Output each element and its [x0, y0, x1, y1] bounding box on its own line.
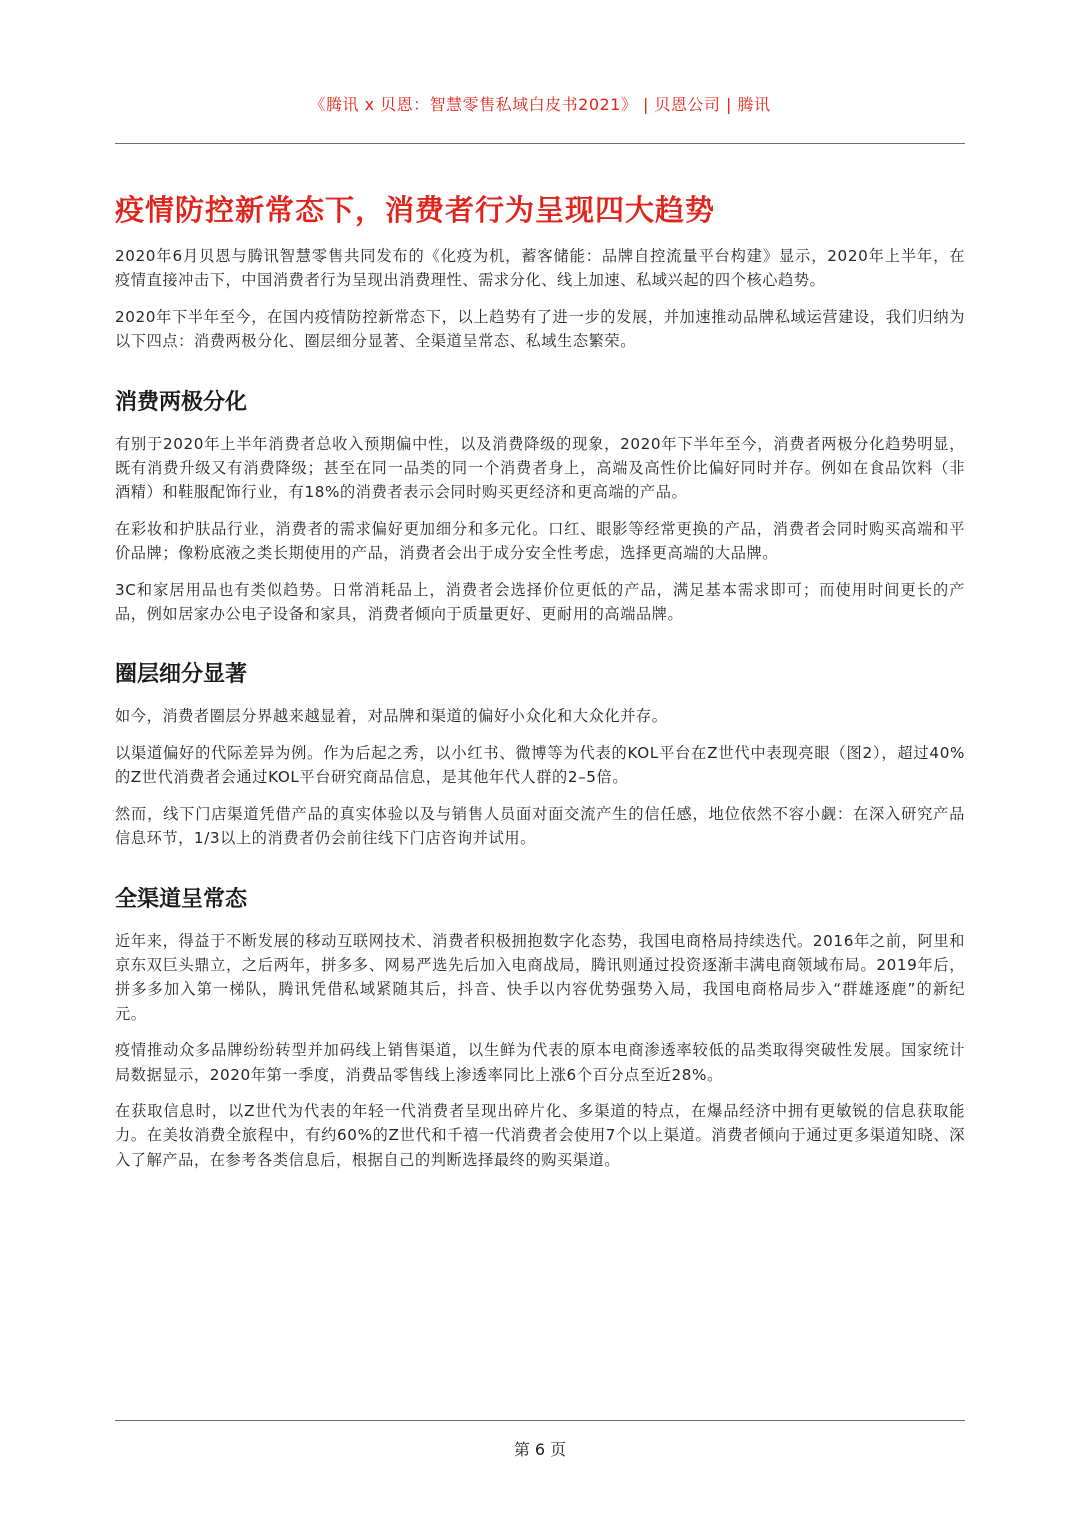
section-paragraph: 疫情推动众多品牌纷纷转型并加码线上销售渠道，以生鲜为代表的原本电商渗透率较低的品类取得突破性发展。国家统计局数据显示，2020年第一季度，消费品零售线上渗透率同比上涨6个百分点至近28%。: [115, 1041, 965, 1084]
section-paragraph: 在彩妆和护肤品行业，消费者的需求偏好更加细分和多元化。口红、眼影等经常更换的产品，消费者会同时购买高端和平价品牌；像粉底液之类长期使用的产品，消费者会出于成分安全性考虑，选择更高端的大品牌。: [115, 519, 965, 563]
running-header: 《腾讯 x 贝恩：智慧零售私域白皮书2021》 | 贝恩公司 | 腾讯: [309, 95, 771, 114]
section-paragraph: 然而，线下门店渠道凭借产品的真实体验以及与销售人员面对面交流产生的信任感，地位依然不容小觑：在深入研究产品信息环节，1/3以上的消费者仍会前往线下门店咨询并试用。: [115, 804, 965, 848]
page-number: 第 6 页: [513, 1440, 567, 1459]
section-paragraph: 以渠道偏好的代际差异为例。作为后起之秀，以小红书、微博等为代表的KOL平台在Z世代中表现亮眼（图2），超过40%的Z世代消费者会通过KOL平台研究商品信息，是其他年代人群的2–5倍。: [115, 743, 965, 787]
section-heading-segmentation: 圈层细分显著: [115, 662, 248, 688]
intro-paragraph: 2020年6月贝恩与腾讯智慧零售共同发布的《化疫为机，蓄客储能：品牌自控流量平台构建》显示，2020年上半年，在疫情直接冲击下，中国消费者行为呈现出消费理性、需求分化、线上加速、私域兴起的四个核心趋势。: [115, 247, 965, 290]
section-paragraph: 3C和家居用品也有类似趋势。日常消耗品上，消费者会选择价位更低的产品，满足基本需求即可；而使用时间更长的产品，例如居家办公电子设备和家具，消费者倾向于质量更好、更耐用的高端品牌。: [115, 580, 965, 624]
header-divider: [115, 143, 965, 144]
page-title: 疫情防控新常态下，消费者行为呈现四大趋势: [115, 193, 716, 227]
section-paragraph: 近年来，得益于不断发展的移动互联网技术、消费者积极拥抱数字化态势，我国电商格局持续迭代。2016年之前，阿里和京东双巨头鼎立，之后两年，拼多多、网易严选先后加入电商战局，腾讯则通过投资逐渐丰满电商领域布局。2019年后，拼多多加入第一梯队，腾讯凭借私域紧随其后，抖音、快手以内容优势强势入局，我国电商格局步入“群雄逐鹿”的新纪元。: [115, 931, 965, 1023]
section-heading-omnichannel: 全渠道呈常态: [115, 886, 248, 912]
footer-divider: [115, 1420, 965, 1421]
intro-paragraph: 2020年下半年至今，在国内疫情防控新常态下，以上趋势有了进一步的发展，并加速推动品牌私域运营建设，我们归纳为以下四点：消费两极分化、圈层细分显著、全渠道呈常态、私域生态繁荣。: [115, 307, 965, 351]
section-paragraph: 有别于2020年上半年消费者总收入预期偏中性，以及消费降级的现象，2020年下半年至今，消费者两极分化趋势明显，既有消费升级又有消费降级；甚至在同一品类的同一个消费者身上，高端及高性价比偏好同时并存。例如在食品饮料（非酒精）和鞋服配饰行业，有18%的消费者表示会同时购买更经济和更高端的产品。: [115, 434, 965, 502]
article-body: [115, 190, 965, 1184]
section-heading-polarization: 消费两极分化: [115, 389, 248, 415]
section-paragraph: 如今，消费者圈层分界越来越显着，对品牌和渠道的偏好小众化和大众化并存。: [115, 707, 668, 726]
section-paragraph: 在获取信息时，以Z世代为代表的年轻一代消费者呈现出碎片化、多渠道的特点，在爆品经济中拥有更敏锐的信息获取能力。在美妆消费全旅程中，有约60%的Z世代和千禧一代消费者会使用7个以上渠道。消费者倾向于通过更多渠道知晓、深入了解产品，在参考各类信息后，根据自己的判断选择最终的购买渠道。: [115, 1101, 965, 1169]
